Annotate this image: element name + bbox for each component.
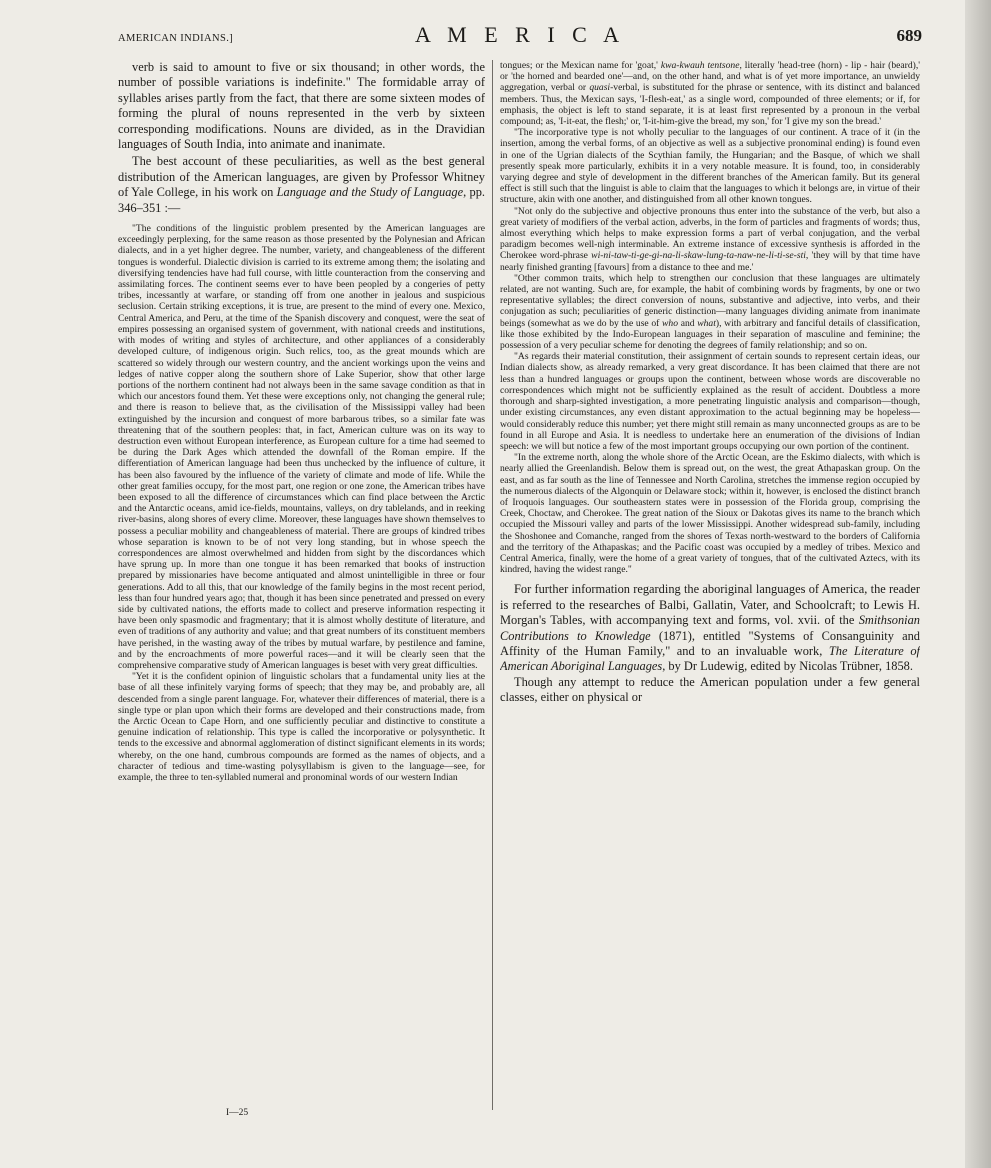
italic-term: who (662, 317, 679, 329)
right-column (500, 60, 920, 1110)
quotation-paragraph: "Yet it is the confident opinion of linguistic scholars that a fundamental unity lies at the base of all these infinitely varying forms of speech; that they may be, and probably are, all descended from a single parent language. For, whatever their differences of material, there is a single type or plan upon which their forms are developed and their constructions made, from the Arctic Ocean to Cape Horn, and one sufficiently peculiar and distinctive to constitute a genuine indication of relationship. This type is called the incorporative or polysynthetic. It tends to the excessive and abnormal agglomeration of distinct significant elements in its words; whereby, on the one hand, cumbrous compounds are formed as the names of objects, and a character of tedious and time-wasting polysyllabism is given to the language—see, for example, the three to ten-syllabled numeral and pronominal words of our western Indian (118, 671, 485, 784)
italic-term: quasi (589, 82, 611, 94)
quotation-paragraph: tongues; or the Mexican name for 'goat,' kwa-kwauh tentsone, literally 'head-tree (horn) - lip - hair (beard),' or 'the horned and bearded one'—and, on the other hand, and what is of yet more importance, an unwieldy aggregation, verbal or quasi-verbal, is substituted for the phrase or sentence, with its distinct and balanced members. Thus, the Mexican says, 'I-flesh-eat,' as a single word, compounded of three elements; or if, for emphasis, the object is left to stand separate, it is at least first represented by a pronoun in the verbal compound; as, 'I-it-eat, the flesh;' or, 'I-it-him-give the bread, my son,' for 'I give my son the bread.' (500, 60, 920, 128)
paragraph: Though any attempt to reduce the American population under a few general classes, either on physical or (500, 674, 920, 705)
page-edge (965, 0, 991, 1168)
signature-mark: I—25 (226, 1108, 249, 1118)
quotation-paragraph: "The incorporative type is not wholly peculiar to the languages of our continent. A trace of it (in the insertion, among the verbal forms, of an objective as well as a subjective pronominal ending) is found even in one of the Ugrian dialects of the Scythian family, the Hungarian; and the Basque, of which we shall presently speak more particularly, exhibits it in a very notable measure. It is found, too, in considerably varying degree and style of development in the different branches of the American family. But its general effect is still such that the linguist is able to claim that the languages to which it belongs are, in virtue of their structure, akin with one another, and distinguished from all other known tongues. (500, 127, 920, 206)
left-column (118, 60, 485, 1110)
paragraph: The best account of these peculiarities, as well as the best general distribution of the American languages, are given by Professor Whitney of Yale College, in his work on Language and the Study of Language, pp. 346–351 :— (118, 154, 485, 215)
page-number: 689 (896, 26, 922, 45)
quotation-paragraph: "Not only do the subjective and objective pronouns thus enter into the substance of the verb, but also a great variety of modifiers of the verbal action, adverbs, in the form of particles and fragments of words; thus, almost everything which helps to make expression forms a part of verbal conjugation, and the verbal paradigm becomes well-nigh interminable. An extreme instance of excessive synthesis is afforded in the Cherokee word-phrase wi-ni-taw-ti-ge-gi-na-li-skaw-lung-ta-naw-ne-li-ti-se-sti, 'they will by that time have nearly finished granting [favours] from a distance to thee and me.' (500, 205, 920, 273)
italic-term: what (697, 317, 716, 329)
paragraph: verb is said to amount to five or six thousand; in other words, the number of possible variations is indefinite." The formidable array of syllables arises partly from the fact, that there are some sixteen modes of forming the plural of nouns represented in the verb by sixteen corresponding modifications. Nouns are divided, as in the Dravidian languages of South India, into animate and inanimate. (118, 60, 485, 152)
page-title: A M E R I C A (414, 22, 626, 47)
italic-term: kwa-kwauh tentsone (660, 60, 740, 71)
book-title: The Literature of American Aboriginal Languages (500, 643, 920, 674)
italic-term: wi-ni-taw-ti-ge-gi-na-li-skaw-lung-ta-naw-ne-li-ti-se-sti (591, 250, 806, 262)
column-divider (492, 60, 493, 1110)
running-header (118, 22, 922, 52)
book-title: Smithsonian Contributions to Knowledge (500, 613, 920, 643)
quotation-paragraph: "As regards their material constitution, their assignment of certain sounds to represent certain ideas, our Indian dialects show, as already remarked, a very great discordance. It has been claimed that there are not less than a hundred languages or groups upon the continent, between whose words are discoverable no correspondences which might not be sufficiently explained as the result of accident. Doubtless a more thorough and sharp-sighted investigation, a more penetrating linguistic analysis and comparison—though, under existing circumstances, any even distant approximation to the actual beginning may be hopeless—would considerably reduce this number; yet there might still remain as many unconnected groups as are to be found in all Europe and Asia. It is needless to undertake here an enumeration of the divisions of Indian speech: we will but notice a few of the most important groups occupying our own portion of the continent. (500, 351, 920, 452)
running-head: AMERICAN INDIANS.] (118, 33, 234, 44)
quotation-paragraph: "The conditions of the linguistic problem presented by the American languages are exceedingly perplexing, for the same reason as those presented by the Polynesian and African dialects, and in a yet higher degree. The number, variety, and changeableness of the different tongues is wonderful. Dialectic division is carried to its extreme among them; the isolating and diversifying tendencies have had full course, with little counteraction from the conserving and assimilating forces. The continent seems ever to have been peopled by a congeries of petty tribes, incessantly at warfare, or standing off from one another in jealous and suspicious seclusion. Certain striking exceptions, it is true, are present to the mind of every one. Mexico, Central America, and Peru, at the time of the Spanish discovery and conquest, were the seat of empires possessing an organised system of government, with national creeds and institutions, with modes of writing and styles of architecture, and other appliances of a considerably developed culture, of indigenous origin. Such relics, too, as the great mounds which are scattered so widely through our western country, and the ancient workings upon the veins and ledges of native copper along the southern shore of Lake Superior, show that other large portions of the northern continent had not always been in the same savage condition as that in which our ancestors found them. Yet these were exceptions only, not changing the general rule; and there is reason to believe that, as the civilisation of the Mississippi valley had been extinguished by the incursion and conquest of more barbarous tribes, so a similar fate was threatening that of the southern peoples: that, in fact, American culture was on its way to destruction even without European interference, as European culture for a time had seemed to be during the Dark Ages which attended the downfall of the Roman empire. If the differentiation of American language had been thus unchecked by the influence of culture, it has been also favoured by the influence of the variety of climate and mode of life. While the other great families occupy, for the most part, one region or one zone, the American tribes have been exposed to all the difference of circumstances which can find place between the Arctic and the Antarctic oceans, amid ice-fields, mountains, valleys, on dry tablelands, and in reeking river-basins, along shores of every clime. Moreover, these languages have shown themselves to possess a peculiar mobility and changeableness of material. There are groups of kindred tribes whose separation is known to be of not very long standing, but in whose speech the correspondences are almost overwhelmed and hidden from sight by the discordances which have sprung up. In more than one tongue it has been remarked that books of instruction prepared by missionaries have become antiquated and almost unintelligible in three or four generations. Add to all this, that our knowledge of the family begins in the most recent period, less than four hundred years ago; that, though it has been since penetrated and pressed on every side by cultivated nations, the efforts made to collect and preserve information respecting it have been only spasmodic and fragmentary; that it is almost wholly destitute of literature, and even of traditions of any authority and value; and that great numbers of its constituent members have perished, in the wasting away of the tribes by mutual warfare, by pestilence and famine, and by the encroachments of more powerful races—and it will be clearly seen that the comprehensive comparative study of American languages is beset with very great difficulties. (118, 223, 485, 671)
quotation-paragraph: "Other common traits, which help to strengthen our conclusion that these languages are ultimately related, are not wanting. Such are, for example, the habit of combining words by fragments, by one or two representative syllables; the direct conversion of nouns, substantive and adjective, into verbs, and their conjugation as such; peculiarities of generic distinction—many languages dividing animate from inanimate beings (somewhat as we do by the use of who and what), with arbitrary and fanciful details of classification, like those exhibited by the Indo-European languages in their separation of masculine and feminine; the possession of a very peculiar scheme for denoting the degrees of family relationship; and so on. (500, 272, 920, 352)
book-title: Language and the Study of Language (276, 185, 464, 200)
quotation-paragraph: "In the extreme north, along the whole shore of the Arctic Ocean, are the Eskimo dialects, with which is nearly allied the Greenlandish. Below them is spread out, on the west, the great Athapaskan group. On the east, and as far south as the line of Tennessee and North Carolina, stretches the immense region occupied by the numerous dialects of the Algonquin or Delaware stock; within it, however, is enclosed the distinct branch of Iroquois languages. Our southeastern states were in possession of the Florida group, comprising the Creek, Choctaw, and Cherokee. The great nation of the Sioux or Dakotas gives its name to the branch which occupied the Missouri valley and parts of the lower Mississippi. Another widespread sub-family, including the Shoshonee and Comanche, ranged from the shores of Texas north-westward to the borders of California and the territory of the Athapaskas; and the Pacific coast was occupied by a medley of tribes. Mexico and Central America, finally, were the home of a great variety of tongues, that of the cultivated Aztecs, with its kindred, having the widest range." (500, 452, 920, 576)
paragraph: For further information regarding the aboriginal languages of America, the reader is referred to the researches of Balbi, Gallatin, Vater, and Schoolcraft; to Lewis H. Morgan's Tables, with accompanying text and forms, vol. xvii. of the Smithsonian Contributions to Knowledge (1871), entitled "Systems of Consanguinity and Affinity of the Human Family," and to an invaluable work, The Literature of American Aboriginal Languages, by Dr Ludewig, edited by Nicolas Trübner, 1858. (500, 582, 920, 674)
